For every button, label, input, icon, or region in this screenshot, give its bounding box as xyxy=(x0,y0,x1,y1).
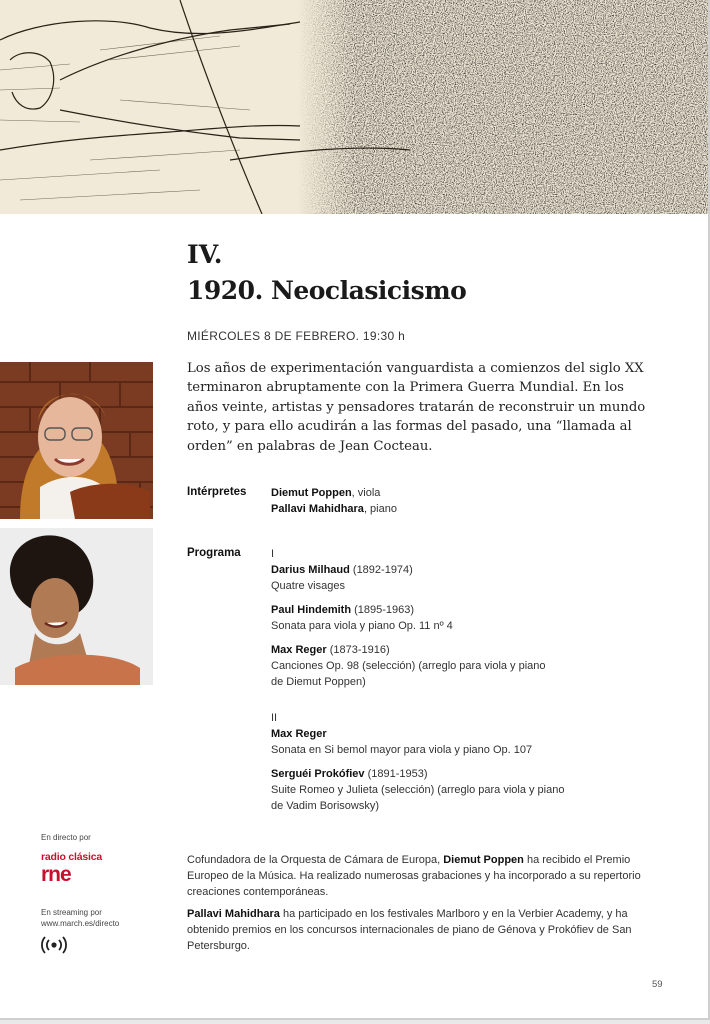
work-title: Sonata para viola y piano Op. 11 nº 4 xyxy=(271,620,453,632)
rne-logo: rne xyxy=(41,863,71,886)
composer-name: Darius Milhaud xyxy=(271,564,350,576)
program-piece xyxy=(271,562,651,594)
program-part-1-label: I xyxy=(271,548,275,560)
program-piece xyxy=(271,602,651,634)
section-title: 1920. Neoclasicismo xyxy=(187,276,467,305)
program-piece xyxy=(271,726,651,758)
performer-bios xyxy=(187,852,657,960)
bio-text: ha participado en los festivales Marlboro y en la Verbier Academy, y ha obtenido premios en los concursos internacionales de piano de Génova y Prokófiev de San Petersburgo. xyxy=(187,908,632,952)
composer-name: Paul Hindemith xyxy=(271,604,352,616)
work-title: Sonata en Si bemol mayor para viola y piano Op. 107 xyxy=(271,744,533,756)
performers-list xyxy=(271,485,651,517)
work-title: Quatre visages xyxy=(271,580,345,592)
program-label: Programa xyxy=(187,547,241,559)
composer-dates: (1892-1974) xyxy=(349,564,413,576)
live-label: En directo por xyxy=(41,833,91,842)
intro-paragraph: Los años de experimentación vanguardista a comienzos del siglo XX terminaron abruptamente con la Primera Guerra Mundial. En los años veinte, artistas y pensadores tratarán de reconstruir un mundo roto, y para ello acudirán a las formas del pasado, una “llamada al orden” en palabras de Jean Cocteau. xyxy=(187,361,646,454)
program-list xyxy=(271,546,651,822)
performer-role: , piano xyxy=(363,503,397,515)
concert-date: MIÉRCOLES 8 DE FEBRERO. 19:30 h xyxy=(187,329,406,343)
bio-paragraph-1 xyxy=(187,852,657,900)
composer-dates: (1891-1953) xyxy=(364,768,428,780)
pianist-portrait-photo xyxy=(0,528,153,685)
bio-paragraph-2 xyxy=(187,906,657,954)
work-title: Canciones Op. 98 (selección) (arreglo para viola y piano xyxy=(271,660,546,672)
program-piece xyxy=(271,766,651,814)
streaming-label: En streaming por xyxy=(41,908,102,917)
performer-2 xyxy=(271,501,651,517)
performer-name: Diemut Poppen xyxy=(271,487,352,499)
vitruvian-engraving-banner xyxy=(0,0,708,214)
streaming-url[interactable]: www.march.es/directo xyxy=(41,919,120,928)
bio-text: ha recibido el Premio Europeo de la Música. Ha realizado numerosas grabaciones y ha incorporado a su repertorio creaciones contemporáneas. xyxy=(187,854,641,898)
bio-name: Diemut Poppen xyxy=(443,854,524,866)
page-number: 59 xyxy=(652,979,663,990)
radio-clasica-logo-text: radio clásica xyxy=(41,851,103,863)
program-part-2-label: II xyxy=(271,712,278,724)
broadcast-icon xyxy=(40,936,68,959)
performer-name: Pallavi Mahidhara xyxy=(271,503,364,515)
performer-1 xyxy=(271,485,651,501)
work-title: Suite Romeo y Julieta (selección) (arreglo para viola y piano xyxy=(271,784,565,796)
violist-portrait-photo xyxy=(0,362,153,519)
composer-name: Max Reger xyxy=(271,728,327,740)
program-piece xyxy=(271,642,651,690)
composer-dates: (1873-1916) xyxy=(326,644,390,656)
performers-label: Intérpretes xyxy=(187,486,247,498)
composer-name: Max Reger xyxy=(271,644,327,656)
work-title-cont: de Vadim Borisowsky) xyxy=(271,800,379,812)
bio-text: Cofundadora de la Orquesta de Cámara de Europa, xyxy=(187,854,444,866)
composer-name: Serguéi Prokófiev xyxy=(271,768,365,780)
work-title-cont: de Diemut Poppen) xyxy=(271,676,366,688)
performer-role: , viola xyxy=(351,487,381,499)
composer-dates: (1895-1963) xyxy=(351,604,415,616)
section-number: IV. xyxy=(187,240,223,269)
bio-name: Pallavi Mahidhara xyxy=(187,908,280,920)
